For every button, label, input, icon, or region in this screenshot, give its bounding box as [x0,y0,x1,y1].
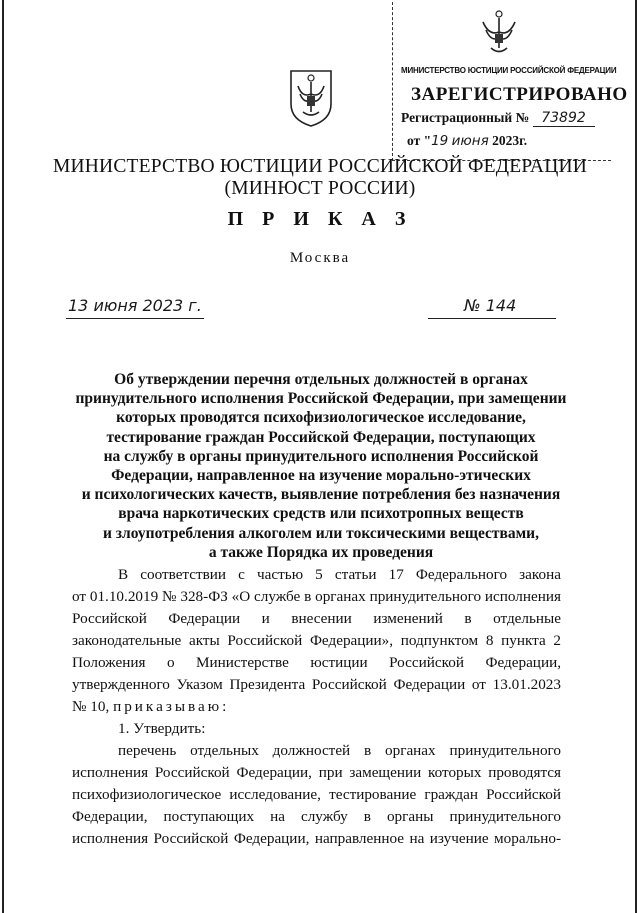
heading-line: Федерации, направленное на изучение морально-этических [111,467,531,485]
body-line: Федерации, поступающих на службу в органы принудительного [72,808,561,825]
body-line [72,697,561,717]
ministry-name [0,156,640,200]
registration-stamp [392,2,628,161]
body-line: Российской Федерации и внесении изменений в отдельные [72,610,561,627]
stamp-reg-label: Регистрационный № [401,110,530,125]
stamp-coat-of-arms-icon [475,8,523,58]
heading-line: Об утверждении перечня отдельных должностей в органах [114,371,528,388]
stamp-date-line [407,133,527,149]
order-date-field [66,296,204,319]
order-date: 13 июня 2023 г. [68,296,202,315]
body-line: В соответствии с частью 5 статьи 17 Федерального закона [118,566,561,583]
heading-line: и злоупотребления алкоголем или токсическими веществами, [103,524,539,542]
heading-line: принудительного исполнения Российской Федерации, при замещении [75,390,567,408]
item-1: 1. Утвердить: [118,720,206,737]
order-title: П Р И К А З [227,208,413,230]
order-verb: приказываю: [113,698,230,715]
stamp-date-month: июня [451,133,489,149]
body-line: от 01.10.2019 № 328-ФЗ «О службе в органах принудительного исполнения [72,588,561,605]
scan-edge-right [635,0,637,913]
body-line: Положения о Министерстве юстиции Российской Федерации, [72,654,561,671]
heading-line: которых проводятся психофизиологическое исследование, [116,409,526,427]
ministry-line-1: МИНИСТЕРСТВО ЮСТИЦИИ РОССИЙСКОЙ ФЕДЕРАЦИИ [52,156,588,177]
stamp-ministry: МИНИСТЕРСТВО ЮСТИЦИИ РОССИЙСКОЙ ФЕДЕРАЦИИ [401,66,617,75]
stamp-reg-number: 73892 [533,110,595,127]
body-line: перечень отдельных должностей в органах принудительного [118,742,561,759]
heading-line: а также Порядка их проведения [208,543,434,561]
order-city: Москва [289,250,351,266]
stamp-registered: ЗАРЕГИСТРИРОВАНО [411,84,628,105]
heading-line: на службу в органы принудительного исполнения Российской [103,447,539,465]
scan-edge-left [2,0,4,913]
coat-of-arms-icon [288,68,334,128]
stamp-date-prefix: от " [407,133,432,148]
order-number-field [428,296,556,319]
heading-line: врача наркотических средств или психотропных веществ [118,505,524,523]
ministry-line-2: (МИНЮСТ РОССИИ) [224,178,416,199]
body-line: исполнения Российской Федерации, при замещении которых проводятся [72,764,561,781]
order-number: № 144 [464,296,517,315]
stamp-date-suffix: г. [519,133,528,148]
body-line: психофизиологическое исследование, тестирование граждан Российской [72,786,561,803]
heading-line: тестирование граждан Российской Федерации, поступающих [106,428,536,446]
body-line: исполнения Российской Федерации, направленное на изучение морально- [72,830,561,847]
order-heading [60,370,582,562]
body-text: № 10, [72,698,114,715]
stamp-date-year: 2023 [492,133,520,148]
stamp-registration-line [401,110,595,127]
heading-line: и психологических качеств, выявление потребления без назначения [81,486,561,504]
body-line: утвержденного Указом Президента Российской Федерации от 13.01.2023 [72,676,561,693]
stamp-date-day: 19 [431,133,449,149]
body-line: законодательные акты Российской Федерации», подпунктом 8 пункта 2 [72,632,561,649]
